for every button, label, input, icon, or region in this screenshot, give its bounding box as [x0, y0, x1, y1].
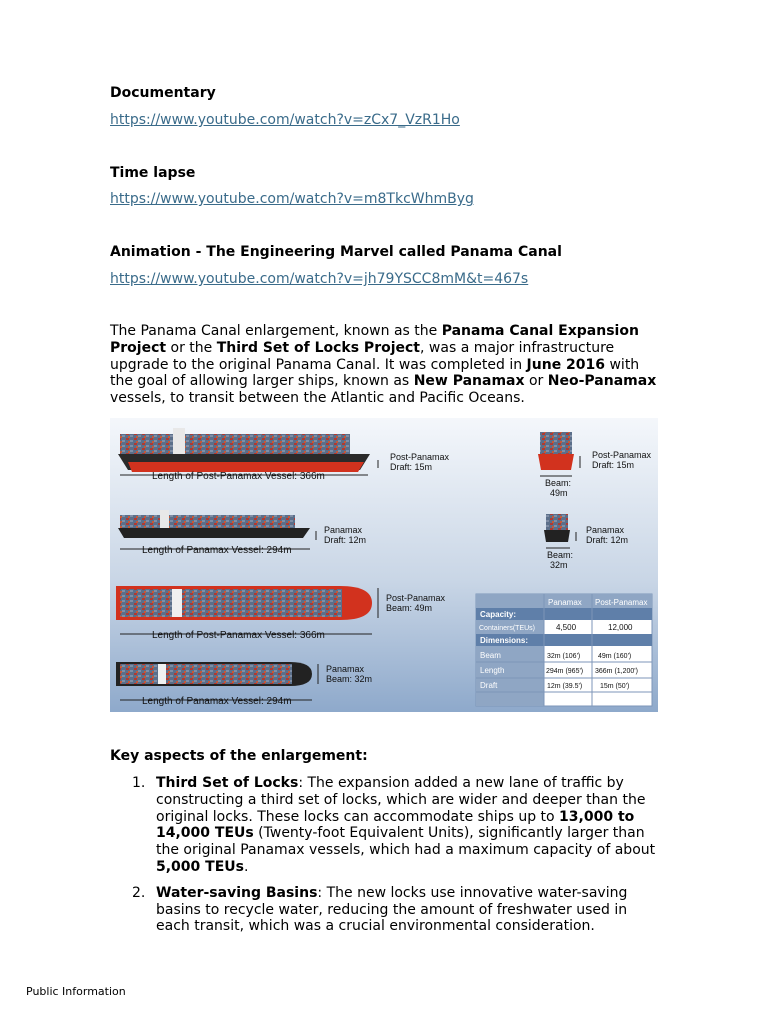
table-containers: Containers(TEUs) — [479, 625, 536, 632]
heading-documentary: Documentary — [110, 85, 216, 101]
link-time-lapse[interactable]: https://www.youtube.com/watch?v=m8TkcWhmByg — [110, 191, 474, 207]
front-post-beam-value: 49m — [550, 488, 568, 498]
top-post-length-label: Length of Post-Panamax Vessel: 366m — [152, 630, 325, 641]
table-length-panamax: 294m (965') — [546, 668, 584, 675]
table-length: Length — [480, 666, 505, 675]
list-item: 1. Third Set of Locks: The expansion added a new lane of traffic by constructing a third set of locks, which are wider and deeper than the original locks. These locks can accommodate ships up to 13,000 to 14,000 TEUs (Twenty-foot Equivalent Units), significantly larger than the original Panamax vessels, which had a maximum capacity of about 5,000 TEUs. — [132, 775, 656, 875]
table-capacity: Capacity: — [480, 610, 517, 619]
link-animation[interactable]: https://www.youtube.com/watch?v=jh79YSCC8mM&t=467s — [110, 271, 529, 287]
panamax-top-view — [116, 662, 312, 686]
top-post-beam-value: Beam: 49m — [386, 603, 433, 613]
key-aspects-heading: Key aspects of the enlargement: — [110, 748, 368, 764]
comparison-table — [476, 594, 652, 706]
post-panamax-side-view — [118, 428, 370, 472]
list-item: 2. Water-saving Basins: The new locks use innovative water-saving basins to recycle water, reducing the amount of freshwater used in each transit, which was a crucial environmental consideration. — [132, 884, 628, 935]
table-col-panamax: Panamax — [548, 598, 582, 607]
front-pan-beam-value: 32m — [550, 560, 568, 570]
heading-time-lapse: Time lapse — [110, 165, 196, 181]
front-post-beam-label: Beam: — [545, 478, 572, 488]
top-pan-length-label: Length of Panamax Vessel: 294m — [142, 696, 292, 707]
post-panamax-length-label: Length of Post-Panamax Vessel: 366m — [152, 471, 325, 482]
front-pan-draft: Draft: 12m — [586, 535, 629, 545]
panamax-draft-title: Panamax — [324, 525, 363, 535]
heading-animation: Animation - The Engineering Marvel called Panama Canal — [110, 244, 562, 260]
table-length-post: 366m (1,200') — [595, 668, 638, 675]
table-beam-panamax: 32m (106') — [547, 653, 581, 660]
table-col-post-panamax: Post-Panamax — [595, 598, 648, 607]
top-post-beam-title: Post-Panamax — [386, 593, 446, 603]
post-panamax-top-view — [116, 586, 372, 620]
top-pan-beam-value: Beam: 32m — [326, 674, 373, 684]
table-containers-panamax: 4,500 — [556, 623, 577, 632]
front-pan-title: Panamax — [586, 525, 625, 535]
front-post-draft: Draft: 15m — [592, 460, 635, 470]
footer-classification: Public Information — [26, 985, 126, 998]
table-beam: Beam — [480, 651, 501, 660]
table-draft-post: 15m (50') — [600, 683, 630, 690]
post-panamax-front-view — [538, 432, 574, 470]
table-beam-post: 49m (160') — [598, 653, 632, 660]
panamax-front-view — [544, 514, 570, 542]
intro-paragraph: The Panama Canal enlargement, known as the Panama Canal Expansion Project or the Third Set of Locks Project, was a major infrastructure upgrade to the original Panama Canal. It was completed in June 2016 with the goal of allowing larger ships, known as New Panamax or Neo-Panamax vessels, to transit between the Atlantic and Pacific Oceans. — [110, 323, 657, 407]
key-aspects-list — [110, 775, 658, 944]
link-documentary[interactable]: https://www.youtube.com/watch?v=zCx7_VzR1Ho — [110, 112, 460, 128]
panamax-length-label: Length of Panamax Vessel: 294m — [142, 545, 292, 556]
top-pan-beam-title: Panamax — [326, 664, 365, 674]
table-dimensions: Dimensions: — [480, 636, 529, 645]
front-pan-beam-label: Beam: — [547, 550, 574, 560]
table-containers-post: 12,000 — [608, 623, 633, 632]
table-draft-panamax: 12m (39.5') — [547, 683, 583, 690]
post-panamax-draft-value: Draft: 15m — [390, 462, 433, 472]
post-panamax-draft-title: Post-Panamax — [390, 452, 450, 462]
ship-comparison-figure — [110, 418, 658, 712]
front-post-title: Post-Panamax — [592, 450, 652, 460]
panamax-draft-value: Draft: 12m — [324, 535, 367, 545]
table-draft: Draft — [480, 681, 498, 690]
